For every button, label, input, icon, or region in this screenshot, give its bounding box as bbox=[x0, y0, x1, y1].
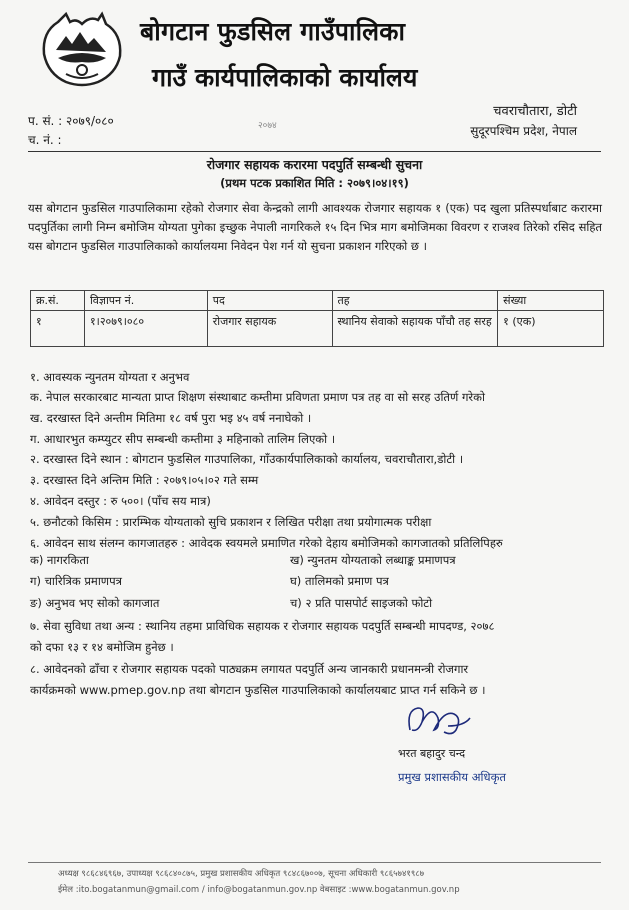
col-header-level: तह bbox=[332, 291, 498, 311]
notice-title: रोजगार सहायक करारमा पदपुर्ति सम्बन्धी सुचना bbox=[206, 157, 423, 172]
cell-serial: १ bbox=[31, 311, 85, 347]
doc-citizenship: क) नागरकिता bbox=[30, 553, 89, 567]
section-8-line2: कार्यक्रमको www.pmep.gov.np तथा बोगटान फुडसिल गाउपालिकाको कार्यालयबाट प्राप्त गर्न सकिने छ । bbox=[30, 683, 486, 697]
cell-count: १ (एक) bbox=[498, 311, 604, 347]
doc-training-certificate: घ) तालिमको प्रमाण पत्र bbox=[290, 574, 389, 588]
qualification-a: क. नेपाल सरकारबाट मान्यता प्राप्त शिक्षण संस्थाबाट कम्तीमा प्रविणता प्रमाण पत्र तह वा सो सरह उतिर्ण गरेको bbox=[30, 390, 485, 404]
signature-mark bbox=[404, 700, 474, 740]
notice-subtitle: (प्रथम पटक प्रकाशित मिति : २०७९।०४।१९) bbox=[220, 176, 409, 190]
section-8-line1: ८. आवेदनको ढाँचा र रोजगार सहायक पदको पाठ्यक्रम लगायत पदपुर्ति अन्य जानकारी प्रधानमन्त्री रोजगार bbox=[30, 662, 469, 676]
table-header-row bbox=[31, 291, 604, 311]
qualification-c: ग. आधारभुत कम्प्युटर सीप सम्बन्धी कम्तीमा ३ महिनाको तालिम लिएको । bbox=[30, 432, 336, 446]
doc-qualification-marksheet: ख) न्युनतम योग्यताको लब्धाङ्क प्रमाणपत्र bbox=[290, 553, 456, 567]
col-header-advert-no: विज्ञापन नं. bbox=[84, 291, 207, 311]
cell-advert-no: १।२०७९।०८० bbox=[84, 311, 207, 347]
section-2-location: २. दरखास्त दिने स्थान : बोगटान फुडसिल गाउपालिका, गाँउकार्यपालिकाको कार्यालय, चवराचौतारा,डोटी । bbox=[30, 452, 464, 466]
section-7-line1: ७. सेवा सुविधा तथा अन्य : स्थानिय तहमा प्राविधिक सहायक र रोजगार सहायक पदपुर्ति सम्बन्धी मापदण्ड, २०७८ bbox=[30, 619, 495, 633]
section-1-title: १. आवस्यक न्युनतम योग्यता र अनुभव bbox=[30, 370, 190, 384]
section-6-documents: ६. आवेदन साथ संलग्न कागजातहरु : आवेदक स्वयमले प्रमाणित गरेको देहाय बमोजिमको कागजातको प्रतिलिपिहरु bbox=[30, 536, 503, 550]
section-4-fee: ४. आवेदन दस्तुर : रु ५००। (पाँच सय मात्र) bbox=[30, 494, 211, 508]
cell-level: स्थानिय सेवाको सहायक पाँचौ तह सरह bbox=[332, 311, 498, 347]
reference-number: प. सं. : २०७९/०८० bbox=[28, 114, 114, 128]
col-header-serial: क्र.सं. bbox=[31, 291, 85, 311]
cell-post: रोजगार सहायक bbox=[207, 311, 332, 347]
footer-email-website: ईमेल :ito.bogatanmun@gmail.com / info@bogatanmun.gov.np वेबसाइट :www.bogatanmun.gov.np bbox=[58, 885, 460, 895]
header-divider bbox=[28, 151, 601, 152]
col-header-count: संख्या bbox=[498, 291, 604, 311]
section-5-selection: ५. छनौटको किसिम : प्रारम्भिक योग्यताको सुचि प्रकाशन र लिखित परीक्षा तथा प्रयोगात्मक परीक्षा bbox=[30, 515, 432, 529]
doc-experience: ङ) अनुभव भए सोको कागजात bbox=[30, 596, 160, 610]
dispatch-number: च. नं. : bbox=[28, 133, 62, 147]
signer-name: भरत बहादुर चन्द bbox=[398, 747, 466, 760]
office-title-line1: बोगटान फुडसिल गाउँपालिका bbox=[140, 17, 406, 46]
section-7-line2: को दफा १३ र १४ बमोजिम हुनेछ । bbox=[30, 640, 174, 654]
notice-intro-paragraph: यस बोगटान फुडसिल गाउपालिकामा रहेको रोजगार सेवा केन्द्रको लागी आवश्यक रोजगार सहायक १ (एक) पद खुला प्रतिस्पर्धाबाट करारमा पदपुर्तिका लागी निम्न बमोजिम योग्यता पुगेका इच्छुक नेपाली नागरिकले १५ दिन भित्र माग बमोजिमका विवरण र राजश्व तिरेको रसिद सहित यस बोगटान फुडसिल गाउपालिकाको कार्यालयमा निवेदन पेश गर्न यो सुचना प्रकाशन गरिएको छ । bbox=[28, 201, 602, 253]
address-line2: सुदूरपश्चिम प्रदेश, नेपाल bbox=[470, 124, 577, 138]
footer-divider bbox=[28, 862, 601, 863]
nepal-government-emblem-icon bbox=[36, 10, 128, 90]
col-header-post: पद bbox=[207, 291, 332, 311]
signer-designation: प्रमुख प्रशासकीय अधिकृत bbox=[398, 770, 506, 784]
doc-passport-photo: च) २ प्रति पासपोर्ट साइजको फोटो bbox=[290, 596, 433, 610]
table-row bbox=[31, 311, 604, 347]
address-line1: चवराचौतारा, डोटी bbox=[493, 104, 577, 119]
doc-character-certificate: ग) चारित्रिक प्रमाणपत्र bbox=[30, 574, 122, 588]
section-3-deadline: ३. दरखास्त दिने अन्तिम मिति : २०७९।०५।०२ गते सम्म bbox=[30, 473, 259, 487]
office-title-line2: गाउँ कार्यपालिकाको कार्यालय bbox=[152, 63, 418, 92]
qualification-b: ख. दरखास्त दिने अन्तीम मितिमा १८ वर्ष पुरा भइ ४५ वर्ष ननाघेको । bbox=[30, 411, 312, 425]
footer-contacts: अध्यक्ष ९८६८४६९६७, उपाध्यक्ष ९८६८४०८७५, प्रमुख प्रशासकीय अधिकृत ९८४८६७००७, सूचना अधिकारी ९८६५७४१९८७ bbox=[58, 869, 425, 879]
seal-year: २०७४ bbox=[258, 121, 277, 131]
vacancy-table bbox=[30, 290, 604, 347]
